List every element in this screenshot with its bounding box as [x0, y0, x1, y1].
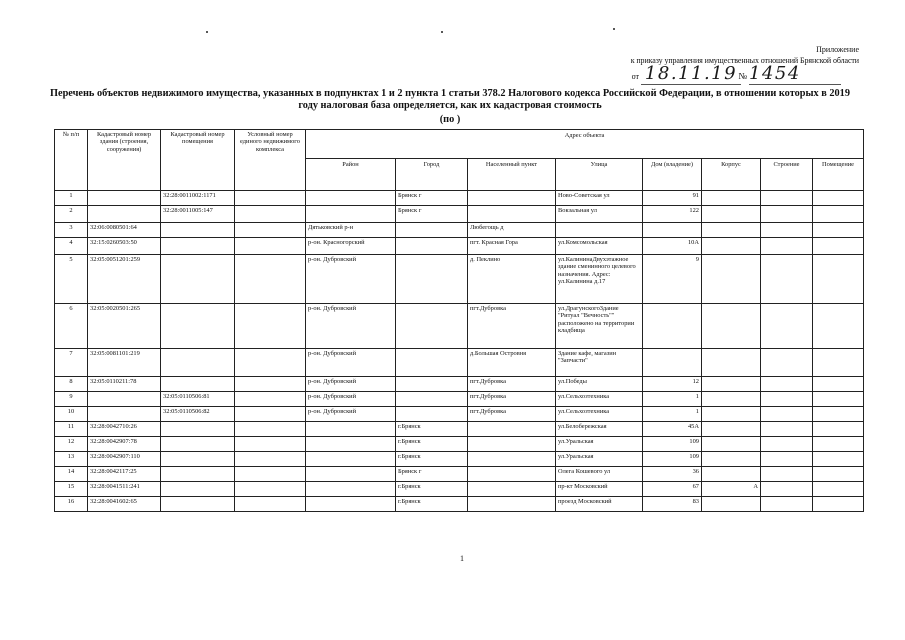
cell-settlement	[468, 467, 556, 482]
header-house: Дом (владение)	[643, 159, 702, 191]
cell-complex-number	[235, 191, 306, 206]
cell-stroenie	[761, 497, 813, 512]
cell-num: 11	[55, 422, 88, 437]
cell-pomeshchenie	[813, 482, 864, 497]
property-list-table	[54, 129, 864, 512]
cell-street: ул.ДрагунскогоЗдание "Ритуал "Вечность"" расположено на территории кладбища	[556, 304, 643, 349]
cell-building-cadastral: 32:05:0020501:265	[88, 304, 161, 349]
cell-street	[556, 223, 643, 238]
cell-building-cadastral	[88, 392, 161, 407]
cell-pomeshchenie	[813, 191, 864, 206]
cell-street: ул.Сельхозтехника	[556, 392, 643, 407]
table-row	[55, 223, 864, 238]
cell-settlement: пгт. Красная Гора	[468, 238, 556, 255]
cell-korpus	[702, 392, 761, 407]
cell-stroenie	[761, 238, 813, 255]
table-row	[55, 482, 864, 497]
cell-city	[396, 407, 468, 422]
cell-settlement	[468, 497, 556, 512]
cell-num: 12	[55, 437, 88, 452]
cell-pomeshchenie	[813, 497, 864, 512]
cell-house: 91	[643, 191, 702, 206]
cell-korpus: А	[702, 482, 761, 497]
cell-complex-number	[235, 255, 306, 304]
cell-district: р-он. Дубровский	[306, 392, 396, 407]
cell-building-cadastral: 32:05:0110211:78	[88, 377, 161, 392]
cell-district: р-он. Дубровский	[306, 255, 396, 304]
cell-settlement	[468, 437, 556, 452]
cell-premise-cadastral	[161, 437, 235, 452]
cell-num: 2	[55, 206, 88, 223]
header-building-cadastral: Кадастровый номер здания (строения, сооружения)	[88, 130, 161, 191]
header-premise: Помещение	[813, 159, 864, 191]
cell-street: Вокзальная ул	[556, 206, 643, 223]
cell-house: 10А	[643, 238, 702, 255]
header-city: Город	[396, 159, 468, 191]
cell-settlement	[468, 452, 556, 467]
cell-num: 3	[55, 223, 88, 238]
cell-stroenie	[761, 437, 813, 452]
cell-settlement	[468, 191, 556, 206]
table-row	[55, 238, 864, 255]
cell-complex-number	[235, 304, 306, 349]
cell-pomeshchenie	[813, 304, 864, 349]
cell-num: 15	[55, 482, 88, 497]
order-number-sign: №	[738, 71, 747, 81]
scan-speck	[441, 31, 443, 33]
cell-street: проезд Московский	[556, 497, 643, 512]
cell-complex-number	[235, 392, 306, 407]
cell-district	[306, 437, 396, 452]
cell-settlement: пгт.Дубровка	[468, 407, 556, 422]
cell-city	[396, 377, 468, 392]
cell-district	[306, 422, 396, 437]
cell-pomeshchenie	[813, 377, 864, 392]
cell-settlement: Любегощь д	[468, 223, 556, 238]
cell-house: 1	[643, 407, 702, 422]
cell-stroenie	[761, 467, 813, 482]
cell-district	[306, 497, 396, 512]
table-row	[55, 467, 864, 482]
cell-premise-cadastral: 32:05:0110506:81	[161, 392, 235, 407]
cell-premise-cadastral: 32:28:0011002:1171	[161, 191, 235, 206]
cell-district: р-он. Дубровский	[306, 407, 396, 422]
cell-num: 4	[55, 238, 88, 255]
cell-korpus	[702, 377, 761, 392]
cell-complex-number	[235, 452, 306, 467]
cell-house	[643, 349, 702, 377]
cell-city: г.Брянск	[396, 452, 468, 467]
cell-house: 12	[643, 377, 702, 392]
cell-house	[643, 223, 702, 238]
document-title: Перечень объектов недвижимого имущества, указанных в подпунктах 1 и 2 пункта 1 статьи 378.2 Налогового кодекса Российской Федерации, в отношении которых в 2019 году налоговая база определяется, как их кадастровая стоимость	[50, 88, 850, 111]
cell-street: ул.Комсомольская	[556, 238, 643, 255]
cell-city	[396, 349, 468, 377]
table-body	[55, 191, 864, 512]
cell-complex-number	[235, 377, 306, 392]
cell-city: г.Брянск	[396, 497, 468, 512]
cell-house: 67	[643, 482, 702, 497]
cell-settlement: д.Большая Островня	[468, 349, 556, 377]
cell-house: 109	[643, 452, 702, 467]
page-number: 1	[460, 554, 464, 563]
cell-building-cadastral	[88, 206, 161, 223]
cell-street: Здание кафе, магазин "Запчасти"	[556, 349, 643, 377]
cell-premise-cadastral	[161, 377, 235, 392]
header-settlement: Населенный пункт	[468, 159, 556, 191]
cell-stroenie	[761, 377, 813, 392]
cell-city	[396, 238, 468, 255]
cell-street: Ново-Советская ул	[556, 191, 643, 206]
cell-stroenie	[761, 482, 813, 497]
cell-settlement	[468, 482, 556, 497]
header-address: Адрес объекта	[306, 130, 864, 159]
cell-district	[306, 452, 396, 467]
cell-city	[396, 255, 468, 304]
cell-num: 16	[55, 497, 88, 512]
order-date-handwritten: 18.11.19	[641, 63, 741, 85]
cell-pomeshchenie	[813, 422, 864, 437]
cell-complex-number	[235, 238, 306, 255]
cell-premise-cadastral: 32:05:0110506:82	[161, 407, 235, 422]
cell-premise-cadastral	[161, 452, 235, 467]
cell-stroenie	[761, 349, 813, 377]
cell-num: 9	[55, 392, 88, 407]
cell-house: 1	[643, 392, 702, 407]
cell-district: р-он. Дубровский	[306, 304, 396, 349]
header-num: № п/п	[55, 130, 88, 191]
order-number-handwritten: 1454	[749, 63, 841, 85]
order-date-prefix: от	[631, 72, 639, 81]
cell-settlement	[468, 422, 556, 437]
cell-korpus	[702, 452, 761, 467]
cell-building-cadastral: 32:05:0081101:219	[88, 349, 161, 377]
cell-stroenie	[761, 392, 813, 407]
cell-num: 1	[55, 191, 88, 206]
cell-building-cadastral: 32:28:0042710:26	[88, 422, 161, 437]
header-street: Улица	[556, 159, 643, 191]
cell-korpus	[702, 304, 761, 349]
cell-korpus	[702, 437, 761, 452]
cell-stroenie	[761, 255, 813, 304]
cell-premise-cadastral	[161, 349, 235, 377]
cell-num: 5	[55, 255, 88, 304]
cell-stroenie	[761, 422, 813, 437]
cell-complex-number	[235, 467, 306, 482]
cell-complex-number	[235, 223, 306, 238]
cell-settlement: пгт.Дубровка	[468, 392, 556, 407]
cell-stroenie	[761, 452, 813, 467]
cell-district	[306, 467, 396, 482]
cell-street: Олега Кошевого ул	[556, 467, 643, 482]
table-row	[55, 206, 864, 223]
cell-pomeshchenie	[813, 467, 864, 482]
cell-building-cadastral: 32:28:0042907:110	[88, 452, 161, 467]
cell-house: 9	[643, 255, 702, 304]
cell-pomeshchenie	[813, 238, 864, 255]
cell-korpus	[702, 467, 761, 482]
scan-speck	[613, 28, 615, 30]
cell-premise-cadastral	[161, 422, 235, 437]
cell-pomeshchenie	[813, 349, 864, 377]
document-subtitle: (по )	[439, 114, 461, 125]
cell-complex-number	[235, 482, 306, 497]
cell-district	[306, 482, 396, 497]
cell-building-cadastral: 32:28:0042907:78	[88, 437, 161, 452]
cell-premise-cadastral	[161, 304, 235, 349]
cell-pomeshchenie	[813, 392, 864, 407]
cell-district	[306, 206, 396, 223]
cell-stroenie	[761, 191, 813, 206]
cell-settlement	[468, 206, 556, 223]
cell-pomeshchenie	[813, 255, 864, 304]
cell-city: Брянск г	[396, 467, 468, 482]
header-building: Строение	[761, 159, 813, 191]
cell-num: 14	[55, 467, 88, 482]
cell-korpus	[702, 238, 761, 255]
appendix-title: Приложение	[816, 45, 859, 54]
header-complex-number: Условный номер единого недвижимого комплекса	[235, 130, 306, 191]
cell-house: 83	[643, 497, 702, 512]
table-row	[55, 452, 864, 467]
cell-city: г.Брянск	[396, 482, 468, 497]
cell-street: ул.Уральская	[556, 437, 643, 452]
cell-pomeshchenie	[813, 452, 864, 467]
cell-city	[396, 223, 468, 238]
cell-street: ул.Сельхозтехника	[556, 407, 643, 422]
cell-street: ул.Уральская	[556, 452, 643, 467]
cell-premise-cadastral	[161, 223, 235, 238]
cell-complex-number	[235, 437, 306, 452]
cell-street: пр-кт Московский	[556, 482, 643, 497]
cell-building-cadastral: 32:28:0042117:25	[88, 467, 161, 482]
cell-city	[396, 392, 468, 407]
cell-district: р-он. Красногорский	[306, 238, 396, 255]
cell-building-cadastral	[88, 191, 161, 206]
cell-building-cadastral: 32:05:0051201:259	[88, 255, 161, 304]
cell-city: г.Брянск	[396, 437, 468, 452]
cell-stroenie	[761, 223, 813, 238]
cell-premise-cadastral: 32:28:0011005:147	[161, 206, 235, 223]
cell-district: р-он. Дубровский	[306, 349, 396, 377]
cell-korpus	[702, 255, 761, 304]
cell-house: 36	[643, 467, 702, 482]
cell-settlement: пгт.Дубровка	[468, 304, 556, 349]
cell-korpus	[702, 206, 761, 223]
cell-building-cadastral: 32:28:0041511:241	[88, 482, 161, 497]
cell-complex-number	[235, 497, 306, 512]
header-district: Район	[306, 159, 396, 191]
table-row	[55, 255, 864, 304]
cell-stroenie	[761, 304, 813, 349]
cell-korpus	[702, 407, 761, 422]
cell-city: г.Брянск	[396, 422, 468, 437]
cell-premise-cadastral	[161, 255, 235, 304]
cell-complex-number	[235, 407, 306, 422]
cell-num: 6	[55, 304, 88, 349]
cell-korpus	[702, 422, 761, 437]
cell-korpus	[702, 223, 761, 238]
cell-settlement: д. Пеклино	[468, 255, 556, 304]
header-premise-cadastral: Кадастровый номер помещения	[161, 130, 235, 191]
cell-num: 10	[55, 407, 88, 422]
header-korpus: Корпус	[702, 159, 761, 191]
cell-pomeshchenie	[813, 223, 864, 238]
cell-stroenie	[761, 407, 813, 422]
cell-korpus	[702, 349, 761, 377]
cell-premise-cadastral	[161, 238, 235, 255]
table-row	[55, 437, 864, 452]
cell-house: 109	[643, 437, 702, 452]
table-row	[55, 377, 864, 392]
cell-city: Брянск г	[396, 206, 468, 223]
table-row	[55, 191, 864, 206]
cell-city	[396, 304, 468, 349]
cell-district	[306, 191, 396, 206]
table-row	[55, 407, 864, 422]
cell-city: Брянск г	[396, 191, 468, 206]
cell-house: 122	[643, 206, 702, 223]
cell-korpus	[702, 497, 761, 512]
table-row	[55, 422, 864, 437]
table-row	[55, 497, 864, 512]
cell-house	[643, 304, 702, 349]
cell-complex-number	[235, 349, 306, 377]
cell-num: 8	[55, 377, 88, 392]
scan-speck	[206, 31, 208, 33]
cell-stroenie	[761, 206, 813, 223]
cell-num: 7	[55, 349, 88, 377]
cell-street: ул.Белобережская	[556, 422, 643, 437]
cell-settlement: пгт.Дубровка	[468, 377, 556, 392]
cell-pomeshchenie	[813, 206, 864, 223]
cell-district: р-он. Дубровский	[306, 377, 396, 392]
cell-district: Дятьковский р-н	[306, 223, 396, 238]
cell-premise-cadastral	[161, 482, 235, 497]
cell-korpus	[702, 191, 761, 206]
table-row	[55, 392, 864, 407]
cell-pomeshchenie	[813, 437, 864, 452]
cell-building-cadastral: 32:28:0041602:65	[88, 497, 161, 512]
cell-num: 13	[55, 452, 88, 467]
cell-building-cadastral: 32:06:0080501:64	[88, 223, 161, 238]
cell-complex-number	[235, 422, 306, 437]
table-row	[55, 304, 864, 349]
table-row	[55, 349, 864, 377]
cell-pomeshchenie	[813, 407, 864, 422]
cell-complex-number	[235, 206, 306, 223]
cell-premise-cadastral	[161, 497, 235, 512]
cell-house: 45А	[643, 422, 702, 437]
cell-street: ул.КалининаДвухэтажное здание сменинного целевого назначения. Адрес: ул.Калинина д.17	[556, 255, 643, 304]
appendix-order-reference: к приказу управления имущественных отношений Брянской области	[630, 56, 859, 65]
cell-street: ул.Победы	[556, 377, 643, 392]
cell-building-cadastral: 32:15:0260503:50	[88, 238, 161, 255]
cell-building-cadastral	[88, 407, 161, 422]
cell-premise-cadastral	[161, 467, 235, 482]
